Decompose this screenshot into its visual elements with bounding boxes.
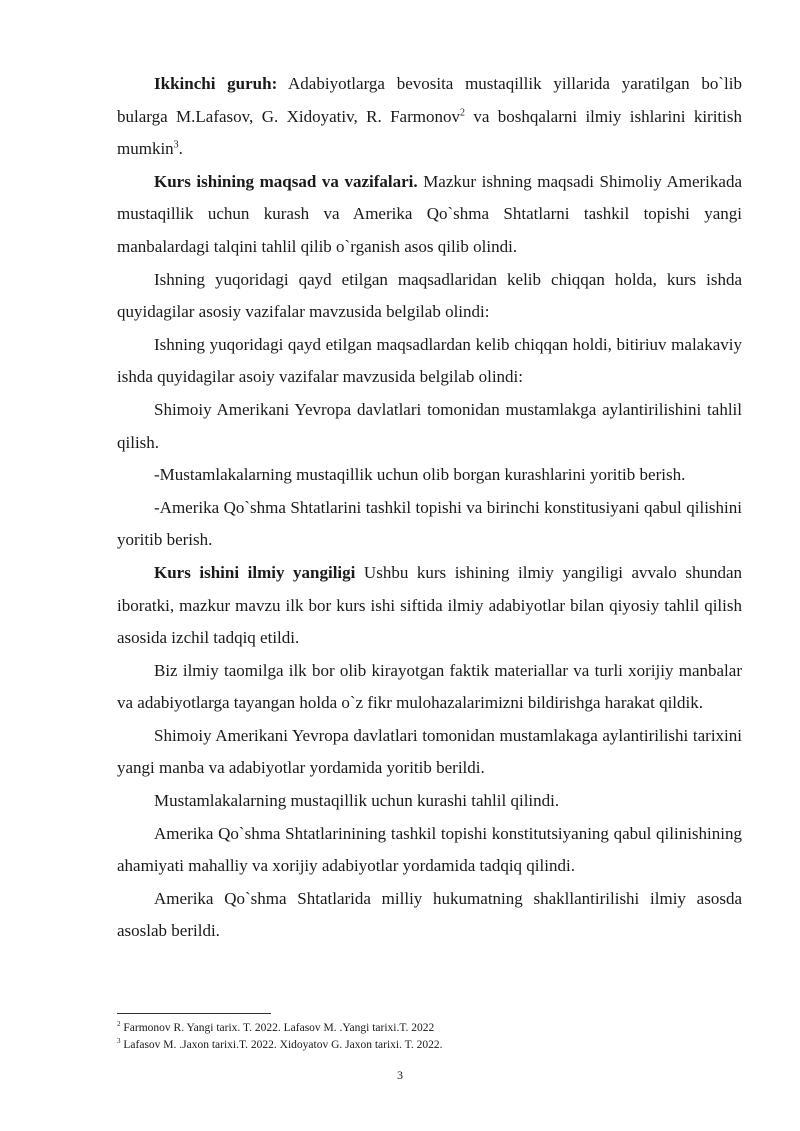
footnote-ref[interactable]: 2: [459, 106, 465, 118]
paragraph: -Mustamlakalarning mustaqillik uchun olib borgan kurashlarini yoritib berish.: [154, 465, 686, 485]
paragraph: Amerika Qo`shma Shtatlarida milliy hukumatning shakllantirilishi ilmiy asosda asoslab berildi.: [117, 888, 742, 941]
paragraph: Ishning yuqoridagi qayd etilgan maqsadlaridan kelib chiqqan holda, kurs ishda quyidagilar asosiy vazifalar mavzusida belgilab olindi:: [117, 269, 742, 322]
paragraph-text: .: [178, 139, 183, 159]
paragraph-text: Ushbu kurs ishining ilmiy yangiligi avvalo shundan iboratki, mazkur mavzu ilk bor kurs ishi siftida ilmiy adabiyotlar bilan qiyosiy tahlil qilish asosida izchil tadqiq etildi.: [117, 562, 742, 648]
paragraph-lead: Ikkinchi guruh:: [154, 74, 278, 93]
footnote-mark: 2: [117, 1020, 121, 1029]
footnote-ref[interactable]: 3: [173, 139, 179, 151]
paragraph-lead: Kurs ishini ilmiy yangiligi: [154, 562, 356, 582]
paragraph: Ishning yuqoridagi qayd etilgan maqsadlardan kelib chiqqan holdi, bitiriuv malakaviy ishda quyidagilar asoiy vazifalar mavzusida belgilab olindi:: [117, 334, 742, 387]
footnote-mark: 3: [117, 1037, 121, 1046]
paragraph-text: Adabiyotlarga bevosita mustaqillik yillarida yaratilgan bo`lib bularga M.Lafasov, G. Xidoyativ, R. Farmonov: [117, 74, 742, 126]
paragraph: Mustamlakalarning mustaqillik uchun kurashi tahlil qilindi.: [154, 791, 560, 811]
footnote-item: [117, 1020, 742, 1037]
footnote-item: [117, 1037, 742, 1054]
page-number: 3: [397, 1068, 403, 1082]
document-body: [117, 68, 742, 948]
footnotes: [117, 1020, 742, 1054]
paragraph-yangiligi: [117, 557, 742, 655]
paragraph-ikkinchi-guruh: [117, 68, 742, 166]
paragraph: -Amerika Qo`shma Shtatlarini tashkil topishi va birinchi konstitusiyani qabul qilishini yoritib berish.: [117, 497, 742, 550]
paragraph-text: va boshqalarni ilmiy ishlarini kiritish mumkin: [117, 106, 742, 159]
footnote-separator: [117, 1013, 271, 1014]
paragraph: Biz ilmiy taomilga ilk bor olib kirayotgan faktik materiallar va turli xorijiy manbalar va adabiyotlarga tayangan holda o`z fikr mulohazalarimizni bildirishga harakat qildik.: [117, 660, 742, 713]
paragraph-lead: Kurs ishining maqsad va vazifalari.: [154, 171, 418, 191]
footnote-text: Lafasov M. .Jaxon tarixi.T. 2022. Xidoyatov G. Jaxon tarixi. T. 2022.: [120, 1039, 443, 1051]
paragraph-maqsad: [117, 166, 742, 264]
footnote-text: Farmonov R. Yangi tarix. T. 2022. Lafasov M. .Yangi tarixi.T. 2022: [120, 1022, 435, 1034]
paragraph-text: Mazkur ishning maqsadi Shimoliy Amerikada mustaqillik uchun kurash va Amerika Qo`shma Shtatlarni tashkil topishi yangi manbalardagi talqini tahlil qilib o`rganish asos qilib olindi.: [117, 171, 742, 256]
paragraph: Shimoiy Amerikani Yevropa davlatlari tomonidan mustamlakaga aylantirilishi tarixini yangi manba va adabiyotlar yordamida yoritib berildi.: [117, 725, 742, 778]
paragraph: Shimoiy Amerikani Yevropa davlatlari tomonidan mustamlakga aylantirilishini tahlil qilish.: [117, 399, 742, 452]
paragraph: Amerika Qo`shma Shtatlarinining tashkil topishi konstitutsiyaning qabul qilinishining ahamiyati mahalliy va xorijiy adabiyotlar yordamida tadqiq qilindi.: [117, 823, 742, 876]
